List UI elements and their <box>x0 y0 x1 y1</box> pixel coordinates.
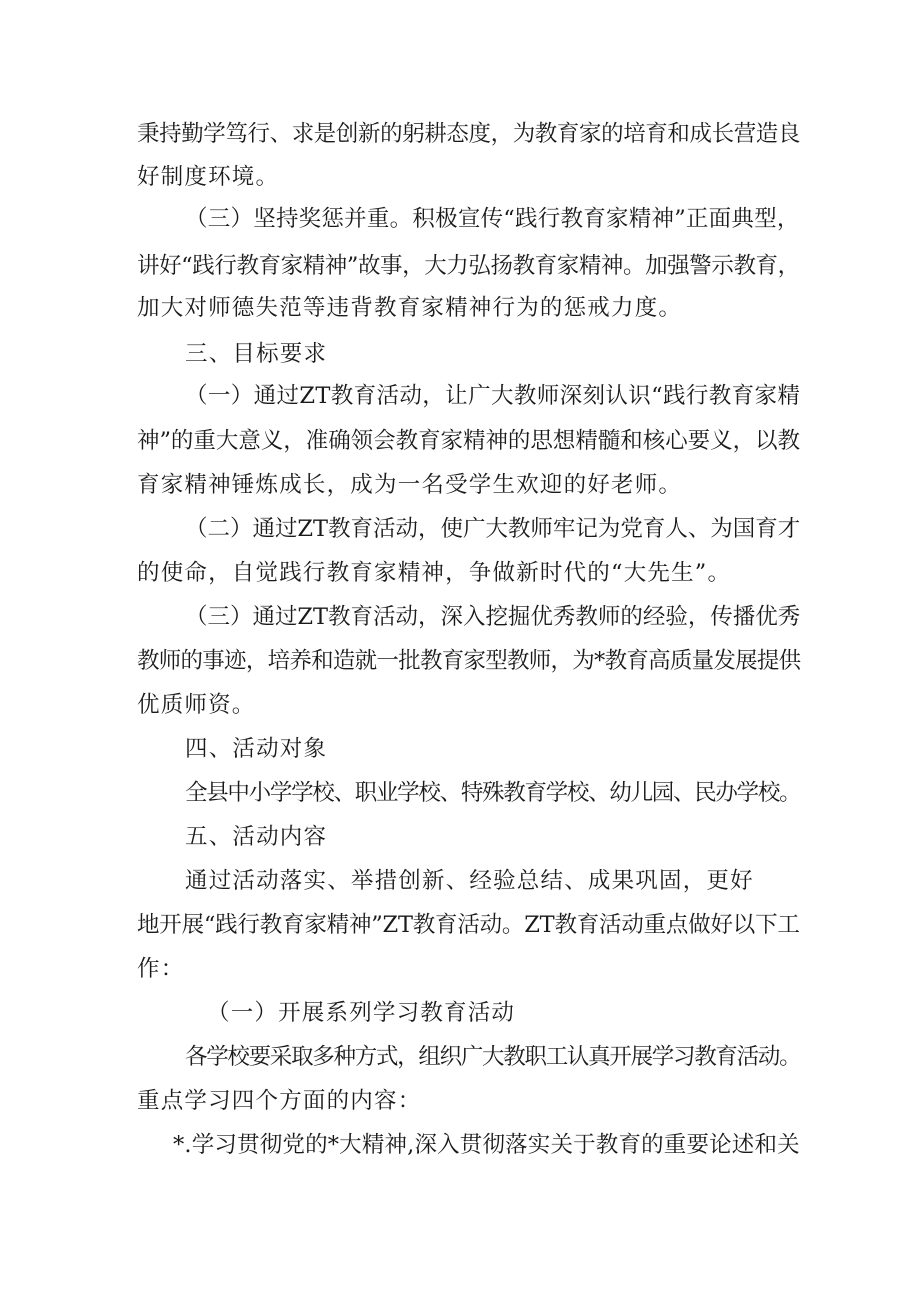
text-line: 通过活动落实、举措创新、经验总结、成果巩固，更好 <box>185 868 754 894</box>
subsection-heading: （一）开展系列学习教育活动 <box>207 1000 516 1026</box>
text-line: 优质师资。 <box>137 692 256 718</box>
section-heading: 四、活动对象 <box>185 736 328 762</box>
text-line: 育家精神锤炼成长，成为一名受学生欢迎的好老师。 <box>137 472 683 498</box>
text-line: *.学习贯彻党的*大精神,深入贯彻落实关于教育的重要论述和关 <box>173 1132 800 1158</box>
text-line: 全县中小学学校、职业学校、特殊教育学校、幼儿园、民办学校。 <box>185 780 801 806</box>
text-line: 的使命，自觉践行教育家精神，争做新时代的“大先生”。 <box>137 560 732 586</box>
text-line: （三）通过ZT教育活动，深入挖掘优秀教师的经验，传播优秀 <box>185 604 801 630</box>
section-heading: 三、目标要求 <box>185 341 328 367</box>
text-line: （一）通过ZT教育活动，让广大教师深刻认识“践行教育家精 <box>185 383 801 409</box>
text-line: 加大对师德失范等违背教育家精神行为的惩戒力度。 <box>137 295 683 321</box>
text-line: 地开展“践行教育家精神”ZT教育活动。ZT教育活动重点做好以下工 <box>137 912 800 938</box>
text-line: 神”的重大意义，准确领会教育家精神的思想精髓和核心要义，以教 <box>137 428 801 454</box>
text-line: 教师的事迹，培养和造就一批教育家型教师，为*教育高质量发展提供 <box>137 648 801 674</box>
text-line: 重点学习四个方面的内容： <box>137 1088 422 1114</box>
text-line: 作： <box>137 956 185 982</box>
text-line: 好制度环境。 <box>137 164 280 190</box>
text-line: 讲好“践行教育家精神”故事，大力弘扬教育家精神。加强警示教育， <box>137 253 800 279</box>
text-line: 各学校要采取多种方式，组织广大教职工认真开展学习教育活动。 <box>185 1044 801 1070</box>
text-line: （二）通过ZT教育活动，使广大教师牢记为党育人、为国育才 <box>185 516 801 542</box>
section-heading: 五、活动内容 <box>185 824 328 850</box>
text-line: 秉持勤学笃行、求是创新的躬耕态度，为教育家的培育和成长营造良 <box>137 121 801 147</box>
text-line: （三）坚持奖惩并重。积极宣传“践行教育家精神”正面典型， <box>185 206 800 232</box>
